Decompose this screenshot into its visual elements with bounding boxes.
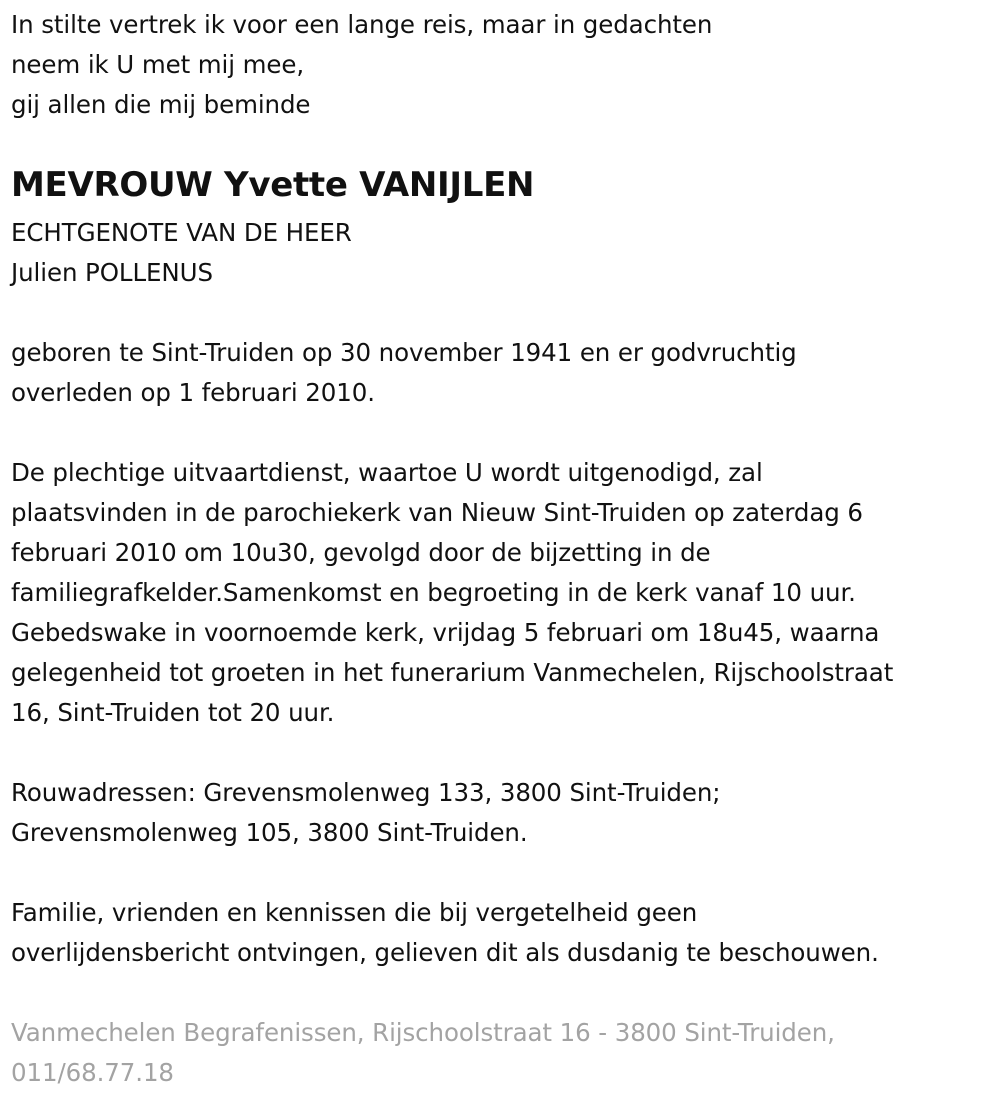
poem-line: gij allen die mij beminde bbox=[11, 90, 311, 119]
spacer bbox=[11, 733, 996, 773]
footer-phone: 011/68.77.18 bbox=[11, 1058, 174, 1087]
deceased-block bbox=[11, 165, 996, 293]
spacer bbox=[11, 125, 996, 165]
paragraph-line: Grevensmolenweg 105, 3800 Sint-Truiden. bbox=[11, 818, 528, 847]
spacer bbox=[11, 413, 996, 453]
paragraph-line: De plechtige uitvaartdienst, waartoe U wordt uitgenodigd, zal bbox=[11, 458, 763, 487]
addresses-paragraph bbox=[11, 773, 996, 853]
paragraph-line: geboren te Sint-Truiden op 30 november 1941 en er godvruchtig bbox=[11, 338, 797, 367]
paragraph-line: Familie, vrienden en kennissen die bij vergetelheid geen bbox=[11, 898, 698, 927]
paragraph-line: plaatsvinden in de parochiekerk van Nieuw Sint-Truiden op zaterdag 6 bbox=[11, 498, 863, 527]
footer-line: Vanmechelen Begrafenissen, Rijschoolstraat 16 - 3800 Sint-Truiden, bbox=[11, 1018, 835, 1047]
relation-line: ECHTGENOTE VAN DE HEER bbox=[11, 218, 352, 247]
paragraph-line: overleden op 1 februari 2010. bbox=[11, 378, 375, 407]
poem-line: In stilte vertrek ik voor een lange reis, maar in gedachten bbox=[11, 10, 713, 39]
obituary-notice bbox=[11, 5, 996, 1093]
deceased-name: MEVROUW Yvette VANIJLEN bbox=[11, 165, 535, 205]
poem-line: neem ik U met mij mee, bbox=[11, 50, 305, 79]
paragraph-line: Gebedswake in voornoemde kerk, vrijdag 5 februari om 18u45, waarna bbox=[11, 618, 880, 647]
funeral-paragraph bbox=[11, 453, 996, 733]
funeral-home-footer bbox=[11, 1013, 996, 1093]
paragraph-line: gelegenheid tot groeten in het funerarium Vanmechelen, Rijschoolstraat bbox=[11, 658, 894, 687]
poem bbox=[11, 5, 996, 125]
paragraph-line: familiegrafkelder.Samenkomst en begroeting in de kerk vanaf 10 uur. bbox=[11, 578, 856, 607]
notice-paragraph bbox=[11, 893, 996, 973]
paragraph-line: Rouwadressen: Grevensmolenweg 133, 3800 Sint-Truiden; bbox=[11, 778, 721, 807]
spacer bbox=[11, 293, 996, 333]
paragraph-line: overlijdensbericht ontvingen, gelieven dit als dusdanig te beschouwen. bbox=[11, 938, 879, 967]
spacer bbox=[11, 853, 996, 893]
birth-death-paragraph bbox=[11, 333, 996, 413]
paragraph-line: februari 2010 om 10u30, gevolgd door de bijzetting in de bbox=[11, 538, 711, 567]
paragraph-line: 16, Sint-Truiden tot 20 uur. bbox=[11, 698, 335, 727]
spacer bbox=[11, 973, 996, 1013]
spouse-name: Julien POLLENUS bbox=[11, 258, 213, 287]
